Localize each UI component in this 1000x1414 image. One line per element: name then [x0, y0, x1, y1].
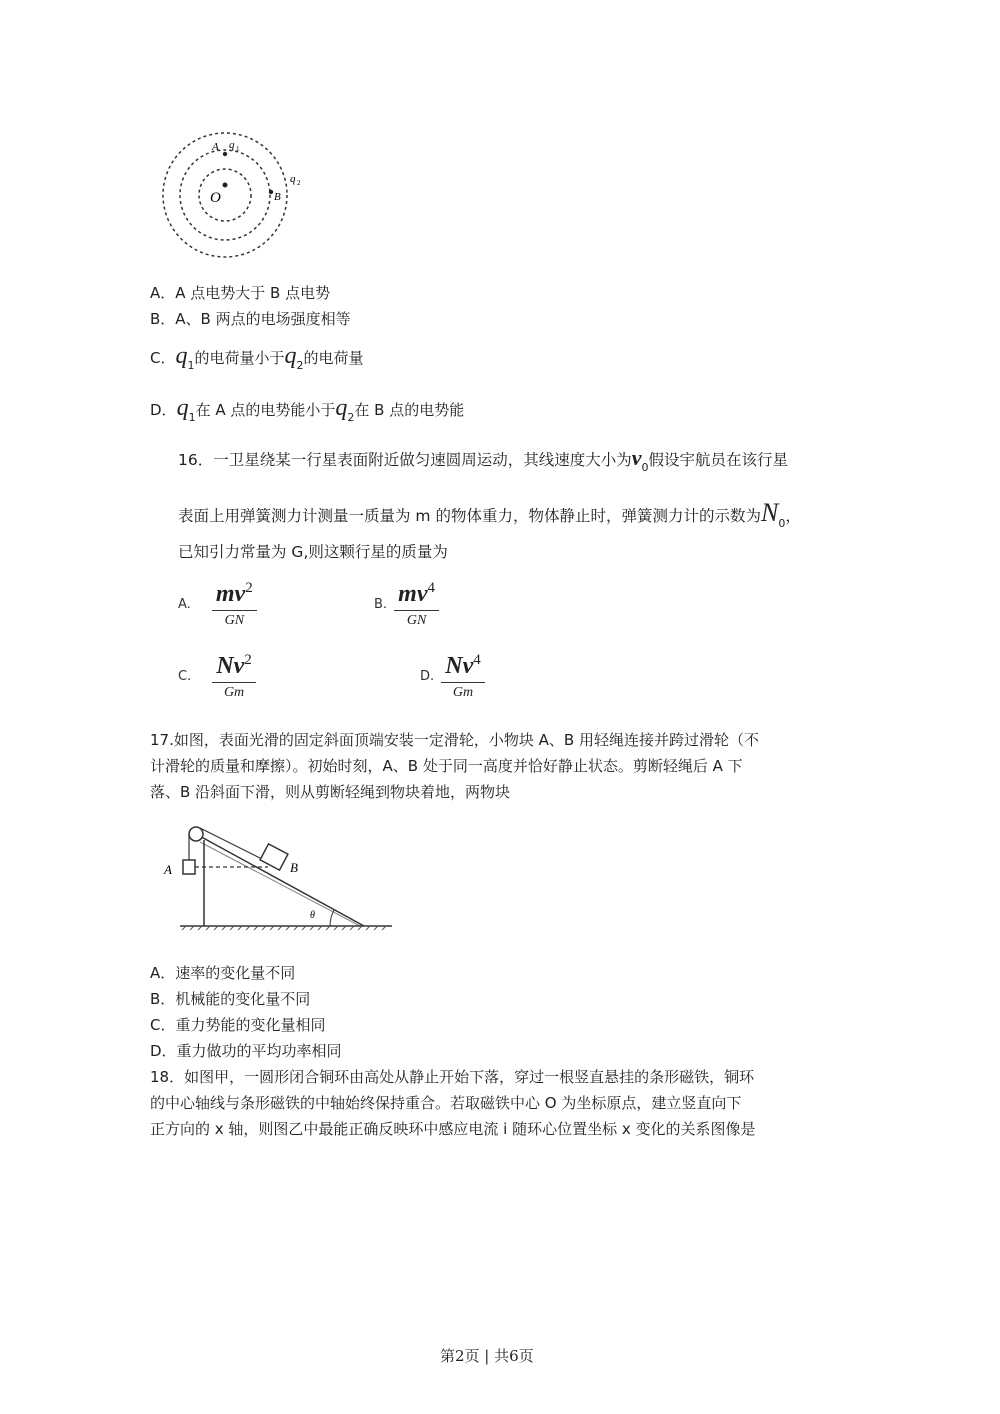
q15-option-d-q2-sub: 2: [347, 411, 355, 424]
q15-option-c-prefix: C．: [150, 349, 176, 367]
page-footer: 第2页 | 共6页: [440, 1347, 534, 1365]
q16-option-a-fraction: [212, 580, 257, 629]
q16-option-c-denominator: Gm: [223, 685, 245, 700]
circle-label-q1-sub: 1: [236, 145, 240, 153]
q18-line-2: 的中心轴线与条形磁铁的中轴始终保持重合。若取磁铁中心 O 为坐标原点，建立竖直向下: [150, 1094, 742, 1112]
q15-option-b: B．A、B 两点的电场强度相等: [150, 310, 351, 328]
q15-option-d-q2: q: [335, 395, 348, 421]
q15-option-d-prefix: D．: [150, 401, 177, 419]
q16-option-c-label: C.: [178, 669, 192, 684]
q15-option-d: [150, 396, 464, 430]
incline-label-theta: θ: [310, 910, 315, 921]
incline-label-b: B: [290, 860, 298, 875]
q17-line-1: 17.如图，表面光滑的固定斜面顶端安装一定滑轮，小物块 A、B 用轻绳连接并跨过滑轮（不: [150, 731, 759, 749]
q16-n0-sub: 0: [778, 517, 786, 530]
q16-option-c-numerator: Nv: [216, 653, 245, 679]
circle-label-a: A: [212, 141, 219, 153]
q16-option-d-exponent: 4: [473, 652, 481, 668]
q16-v0: v: [631, 445, 642, 470]
q16-option-d-numerator: Nv: [445, 653, 474, 679]
q15-option-d-post: 在 B 点的电势能: [354, 401, 465, 419]
q16-option-d-denominator: Gm: [452, 685, 474, 700]
q17-option-c: C．重力势能的变化量相同: [150, 1016, 326, 1034]
q18-line-1: 18．如图甲，一圆形闭合铜环由高处从静止开始下落，穿过一根竖直悬挂的条形磁铁，铜环: [150, 1068, 755, 1086]
q15-option-d-q1: q: [176, 395, 189, 421]
q16-option-a-label: A.: [178, 597, 191, 612]
q15-option-c-q1: q: [175, 343, 188, 369]
q17-line-2: 计滑轮的质量和摩擦）。初始时刻，A、B 处于同一高度并恰好静止状态。剪断轻绳后 A 下: [150, 757, 743, 775]
q16-option-a: [178, 580, 257, 629]
q17-line-3: 落、B 沿斜面下滑，则从剪断轻绳到物块着地，两物块: [150, 783, 511, 801]
circle-label-q2-sub: 2: [297, 179, 301, 187]
q15-option-c-post: 的电荷量: [303, 349, 364, 367]
concentric-circles-figure: [150, 120, 320, 280]
circle-label-q1: q: [229, 139, 235, 151]
q17-option-d: D．重力做功的平均功率相同: [150, 1042, 342, 1060]
q16-option-b-numerator: mv: [398, 581, 428, 607]
q15-option-c-q1-sub: 1: [187, 359, 195, 372]
q17-option-a: A．速率的变化量不同: [150, 964, 296, 982]
q16-option-a-numerator: mv: [215, 581, 246, 607]
q16-line-2-text: 表面上用弹簧测力计测量一质量为 m 的物体重力，物体静止时，弹簧测力计的示数为: [178, 507, 761, 525]
q15-option-c-q2: q: [284, 343, 297, 369]
q15-option-c-q2-sub: 2: [296, 359, 304, 372]
incline-label-a: A: [164, 862, 172, 877]
q15-option-c-mid: 的电荷量小于: [194, 349, 285, 367]
q16-option-b: [374, 580, 439, 629]
q16-option-b-exponent: 4: [427, 580, 435, 596]
q15-option-c: [150, 344, 364, 378]
q16-option-d-label: D.: [420, 669, 435, 684]
q16-n0: N: [760, 498, 779, 527]
q16-option-b-label: B.: [374, 597, 388, 612]
q16-option-b-fraction: [394, 580, 439, 629]
q16-option-c-exponent: 2: [244, 652, 252, 668]
q16-line-1: [178, 446, 788, 480]
q16-option-a-exponent: 2: [245, 580, 253, 596]
q16-line-2-end: ，: [785, 507, 801, 525]
q16-option-d: [420, 652, 485, 701]
circle-label-b: B: [274, 191, 281, 203]
incline-pulley-figure: [160, 818, 400, 938]
q16-option-c: [178, 652, 256, 701]
q16-v0-sub: 0: [641, 461, 649, 474]
q18-line-3: 正方向的 x 轴，则图乙中最能正确反映环中感应电流 i 随环心位置坐标 x 变化的关系图像是: [150, 1120, 756, 1138]
q16-option-d-fraction: [441, 652, 484, 701]
q15-option-d-q1-sub: 1: [188, 411, 196, 424]
q16-option-c-fraction: [212, 652, 255, 701]
q16-option-b-denominator: GN: [406, 613, 427, 628]
q16-line-1-text: 16．一卫星绕某一行星表面附近做匀速圆周运动，其线速度大小为: [178, 451, 632, 469]
q15-option-d-mid: 在 A 点的电势能小于: [195, 401, 336, 419]
q16-option-a-denominator: GN: [224, 613, 245, 628]
q16-line-1-end: 假设宇航员在该行星: [648, 451, 789, 469]
q16-line-3: 已知引力常量为 G,则这颗行星的质量为: [178, 543, 448, 561]
circle-label-q2: q: [290, 173, 296, 185]
circle-label-o: O: [210, 190, 221, 206]
q15-option-a: A．A 点电势大于 B 点电势: [150, 284, 331, 302]
q17-option-b: B．机械能的变化量不同: [150, 990, 311, 1008]
q16-line-2: [178, 498, 801, 536]
